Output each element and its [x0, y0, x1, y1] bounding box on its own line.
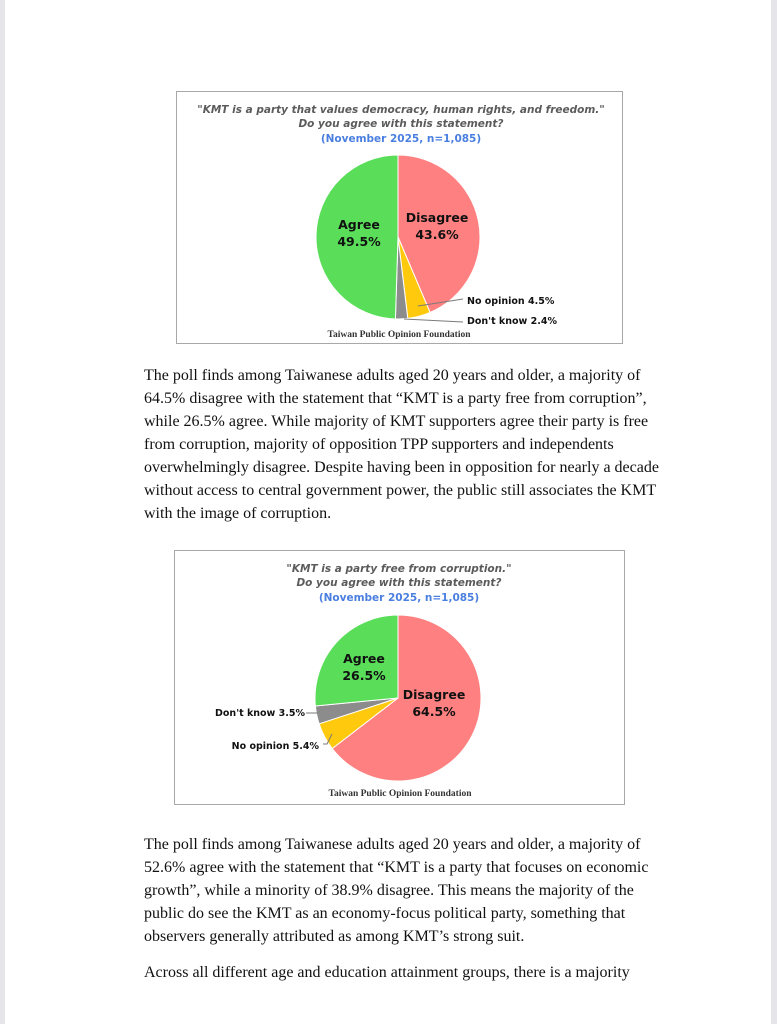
slice-label-value: 26.5%: [342, 668, 386, 683]
chart-title: "KMT is a party free from corruption.": [286, 563, 512, 575]
leader-line: [404, 319, 463, 322]
body-paragraph-corruption: [144, 364, 659, 525]
pie-chart-democracy: [176, 91, 623, 344]
slice-label-name: Disagree: [405, 210, 469, 225]
paragraph-line: public do see the KMT as an economy-focus political party, something that: [144, 905, 626, 922]
paragraph-line: The poll finds among Taiwanese adults aged 20 years and older, a majority of: [144, 367, 641, 384]
body-paragraph-groups: [144, 961, 654, 984]
slice-label-outside: No opinion 5.4%: [231, 741, 319, 752]
paragraph-line: 52.6% agree with the statement that “KMT is a party that focuses on economic: [144, 859, 649, 876]
pie-chart-svg: [175, 551, 626, 806]
chart-question: Do you agree with this statement?: [298, 118, 504, 130]
slice-label-name: Agree: [338, 217, 380, 232]
slice-label-outside: Don't know 3.5%: [215, 708, 305, 719]
paragraph-line: 64.5% disagree with the statement that “KMT is a party free from corruption”,: [144, 390, 647, 407]
paragraph-line: The poll finds among Taiwanese adults aged 20 years and older, a majority of: [144, 836, 641, 853]
body-paragraph-economy: [144, 833, 654, 948]
pie-chart-corruption: [174, 550, 625, 805]
chart-title: "KMT is a party that values democracy, human rights, and freedom.": [197, 104, 605, 116]
slice-label-value: 49.5%: [337, 234, 381, 249]
slice-label-outside: No opinion 4.5%: [467, 296, 555, 307]
chart-source: Taiwan Public Opinion Foundation: [328, 789, 472, 799]
paragraph-line: Across all different age and education attainment groups, there is a majority: [144, 964, 630, 981]
paragraph-line: growth”, while a minority of 38.9% disagree. This means the majority of the: [144, 882, 634, 899]
page-gutter-right: [771, 0, 777, 1024]
paragraph-line: from corruption, majority of opposition TPP supporters and independents: [144, 436, 614, 453]
pie-chart-svg: [177, 92, 624, 345]
chart-subtitle: (November 2025, n=1,085): [320, 133, 482, 145]
slice-label-name: Agree: [343, 651, 385, 666]
chart-source: Taiwan Public Opinion Foundation: [327, 330, 471, 340]
paragraph-line: overwhelmingly disagree. Despite having been in opposition for nearly a decade: [144, 459, 659, 476]
chart-subtitle: (November 2025, n=1,085): [318, 592, 480, 604]
paragraph-line: observers generally attributed as among KMT’s strong suit.: [144, 928, 525, 945]
chart-question: Do you agree with this statement?: [296, 577, 502, 589]
paragraph-line: with the image of corruption.: [144, 505, 332, 522]
slice-label-name: Disagree: [402, 687, 466, 702]
slice-label-outside: Don't know 2.4%: [467, 316, 557, 327]
paragraph-line: without access to central government power, the public still associates the KMT: [144, 482, 657, 499]
paragraph-line: while 26.5% agree. While majority of KMT supporters agree their party is free: [144, 413, 649, 430]
slice-label-value: 43.6%: [415, 227, 459, 242]
slice-label-value: 64.5%: [412, 704, 456, 719]
